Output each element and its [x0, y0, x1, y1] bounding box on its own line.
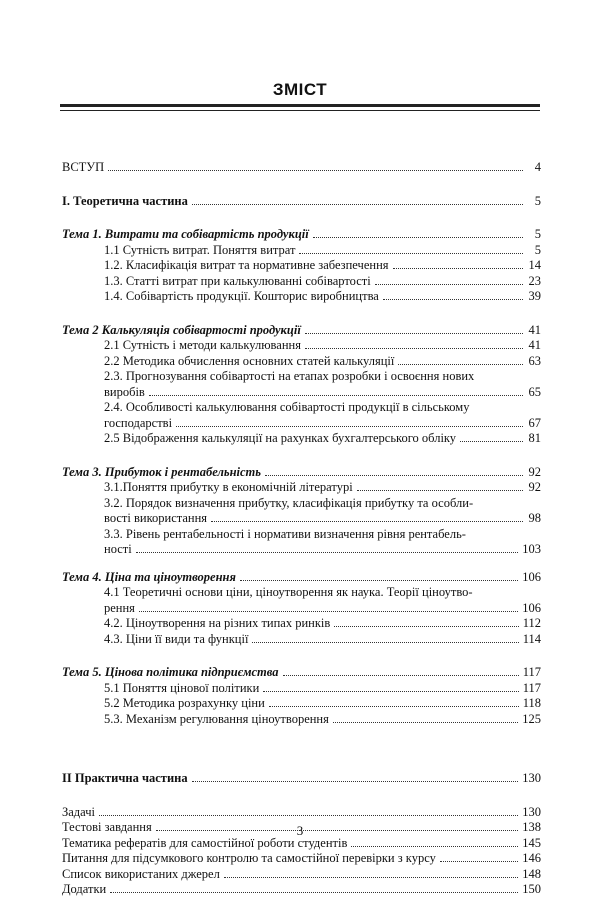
toc-entry-text: Тематика рефератів для самостійної роботи студентів	[62, 835, 348, 850]
dot-leader	[375, 284, 523, 285]
toc-entry-text: 2.5 Відображення калькуляції на рахунках бухгалтерського обліку	[104, 431, 457, 445]
toc-entry-1-1[interactable]	[62, 243, 541, 259]
toc-entry-topic-3[interactable]	[62, 465, 541, 481]
dot-leader	[299, 253, 523, 254]
toc-entry-intro[interactable]	[62, 160, 541, 176]
toc-entry-page: 81	[528, 431, 541, 445]
toc-entry-4-3[interactable]	[62, 632, 541, 648]
dot-leader	[252, 642, 518, 643]
toc-entry-text: Список використаних джерел	[62, 866, 220, 881]
toc-entry-page: 5	[534, 242, 541, 257]
toc-entry-text: Додатки	[62, 882, 107, 896]
toc-entry-text: 1.1 Сутність витрат. Поняття витрат	[104, 242, 296, 257]
toc-entry-text: 1.3. Статті витрат при калькулюванні собівартості	[104, 273, 371, 288]
dot-leader	[265, 475, 523, 476]
toc-entry-text: Тема 2 Калькуляція собівартості продукції	[62, 322, 301, 337]
dot-leader	[383, 299, 523, 300]
toc-entry-page: 106	[522, 569, 541, 584]
toc-entry-page: 39	[528, 289, 541, 303]
toc-entry-page: 125	[522, 711, 541, 726]
toc-entry-text: 5.2 Методика розрахунку ціни	[104, 696, 265, 710]
toc-entry-page: 130	[522, 771, 541, 785]
toc-entry-text: Тема 1. Витрати та собівартість продукції	[62, 227, 309, 241]
toc-entry-page: 146	[522, 851, 541, 865]
toc-entry-page: 117	[522, 680, 541, 695]
toc-entry-text-line1: 3.3. Рівень рентабельності і нормативи визначення рівня рентабель-	[104, 526, 466, 541]
toc-entry-text: 1.4. Собівартість продукції. Кошторис виробництва	[104, 289, 379, 303]
toc-entry-text: Тема 5. Цінова політика підприємства	[62, 665, 279, 679]
toc-entry-page: 130	[522, 804, 541, 819]
toc-entry-text-line1: 3.2. Порядок визначення прибутку, класифікація прибутку та особли-	[104, 495, 474, 510]
toc-entry-2-4[interactable]	[62, 400, 541, 431]
dot-leader	[398, 364, 523, 365]
toc-entry-4-1[interactable]	[62, 585, 541, 616]
dot-leader	[99, 815, 518, 816]
toc-entry-text: Тема 4. Ціна та ціноутворення	[62, 569, 236, 584]
dot-leader	[224, 877, 518, 878]
toc-entry-2-2[interactable]	[62, 354, 541, 370]
toc-entry-page: 114	[522, 631, 541, 646]
toc-entry-part1[interactable]	[62, 194, 541, 210]
toc-entry-page: 106	[522, 600, 541, 615]
toc-entry-text: Задачі	[62, 804, 95, 819]
toc-entry-5-3[interactable]	[62, 712, 541, 728]
toc-entry-page: 65	[528, 384, 541, 399]
dot-leader	[149, 395, 523, 396]
dot-leader	[108, 170, 523, 171]
toc-entry-1-3[interactable]	[62, 274, 541, 290]
toc-entry-text: 4.3. Ціни її види та функції	[104, 631, 249, 646]
dot-leader	[305, 348, 523, 349]
toc-entry-questions[interactable]	[62, 851, 541, 867]
dot-leader	[305, 333, 523, 334]
toc-entry-2-1[interactable]	[62, 338, 541, 354]
dot-leader	[263, 691, 518, 692]
toc-entry-appendix[interactable]	[62, 882, 541, 898]
toc-entry-page: 117	[522, 665, 541, 679]
dot-leader	[211, 521, 523, 522]
dot-leader	[357, 490, 523, 491]
toc-entry-text: рення	[104, 600, 135, 615]
toc-entry-page: 138	[522, 820, 541, 834]
toc-entry-text: ВСТУП	[62, 160, 105, 174]
toc-entry-tasks[interactable]	[62, 805, 541, 821]
toc-entry-3-3[interactable]	[62, 527, 541, 558]
toc-entry-part2[interactable]	[62, 771, 541, 787]
toc-entry-page: 4	[534, 160, 541, 174]
toc-entry-page: 5	[534, 227, 541, 241]
toc-entry-page: 41	[528, 322, 541, 337]
dot-leader	[192, 204, 523, 205]
toc-entry-text: Тема 3. Прибуток і рентабельність	[62, 464, 261, 479]
toc-entry-5-1[interactable]	[62, 681, 541, 697]
toc-entry-page: 92	[528, 464, 541, 479]
dot-leader	[351, 846, 518, 847]
toc-entry-page: 103	[522, 542, 541, 556]
toc-entry-page: 23	[528, 273, 541, 288]
toc-entry-text: 1.2. Класифікація витрат та нормативне забезпечення	[104, 258, 389, 272]
toc-entry-topic-1[interactable]	[62, 227, 541, 243]
toc-entry-page: 14	[528, 258, 541, 272]
title-rule-thin	[60, 110, 540, 111]
toc-entry-page: 63	[528, 353, 541, 368]
toc-entry-page: 98	[528, 511, 541, 525]
table-of-contents	[62, 160, 541, 898]
toc-entry-1-2[interactable]	[62, 258, 541, 274]
toc-entry-text-line1: 2.3. Прогнозування собівартості на етапах розробки і освоєння нових	[104, 369, 475, 383]
toc-entry-text: Тестові завдання	[62, 820, 152, 834]
dot-leader	[269, 706, 519, 707]
dot-leader	[136, 552, 519, 553]
dot-leader	[283, 675, 519, 676]
toc-entry-text-line1: 2.4. Особливості калькулювання собівартості продукції в сільському	[104, 400, 470, 414]
toc-entry-text: Питання для підсумкового контролю та самостійної перевірки з курсу	[62, 851, 436, 865]
dot-leader	[110, 892, 518, 893]
toc-entry-3-1[interactable]	[62, 480, 541, 496]
title-rule-thick	[60, 104, 540, 107]
toc-entry-text: 5.1 Поняття цінової політики	[104, 680, 260, 695]
dot-leader	[333, 722, 518, 723]
toc-entry-text: 3.1.Поняття прибутку в економічній літературі	[104, 480, 353, 494]
page-title: ЗМІСТ	[272, 80, 328, 99]
toc-entry-text: ності	[104, 542, 132, 556]
toc-entry-text: II Практична частина	[62, 771, 188, 785]
toc-entry-text-line1: 4.1 Теоретичні основи ціни, ціноутворення як наука. Теорії ціноутво-	[104, 585, 473, 599]
toc-entry-text: I. Теоретична частина	[62, 193, 188, 208]
toc-entry-text: вості використання	[104, 511, 208, 525]
dot-leader	[240, 580, 518, 581]
toc-entry-5-2[interactable]	[62, 696, 541, 712]
toc-entry-text: 4.2. Ціноутворення на різних типах ринків	[104, 616, 331, 630]
toc-entry-1-4[interactable]	[62, 289, 541, 305]
toc-entry-page: 145	[522, 835, 541, 850]
dot-leader	[176, 426, 523, 427]
toc-entry-page: 150	[522, 882, 541, 896]
toc-entry-2-3[interactable]	[62, 369, 541, 400]
toc-entry-topic-5[interactable]	[62, 665, 541, 681]
toc-entry-page: 5	[534, 193, 541, 208]
toc-entry-page: 112	[522, 616, 541, 630]
toc-entry-page: 67	[528, 415, 541, 430]
toc-entry-page: 148	[522, 866, 541, 881]
toc-entry-topic-2[interactable]	[62, 323, 541, 339]
toc-entry-text: господарстві	[104, 415, 173, 430]
toc-entry-3-2[interactable]	[62, 496, 541, 527]
dot-leader	[192, 781, 519, 782]
dot-leader	[139, 611, 518, 612]
toc-entry-topic-4[interactable]	[62, 570, 541, 586]
dot-leader	[440, 861, 518, 862]
toc-entry-4-2[interactable]	[62, 616, 541, 632]
dot-leader	[460, 441, 523, 442]
toc-entry-page: 41	[528, 338, 541, 352]
toc-entry-page: 92	[528, 480, 541, 494]
toc-entry-text: 5.3. Механізм регулювання ціноутворення	[104, 711, 329, 726]
toc-entry-text: 2.1 Сутність і методи калькулювання	[104, 338, 301, 352]
page-number: 3	[296, 823, 304, 838]
toc-entry-text: 2.2 Методика обчислення основних статей калькуляції	[104, 353, 395, 368]
dot-leader	[393, 268, 523, 269]
dot-leader	[334, 626, 518, 627]
toc-entry-2-5[interactable]	[62, 431, 541, 447]
dot-leader	[313, 237, 523, 238]
toc-entry-text: виробів	[104, 384, 145, 399]
toc-entry-page: 118	[522, 696, 541, 710]
